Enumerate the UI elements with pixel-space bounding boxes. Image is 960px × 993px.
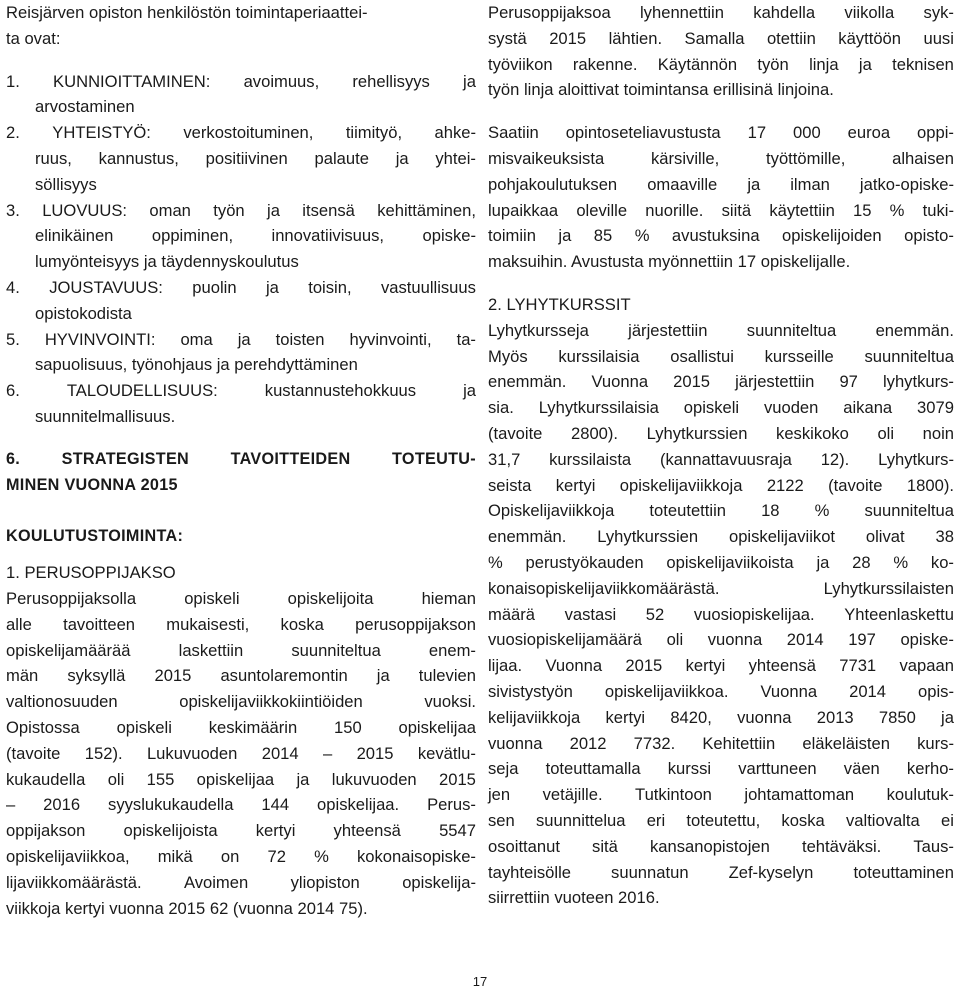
body-paragraph [6, 586, 476, 921]
list-item: 5. HYVINVOINTI: oma ja toisten hyvinvointi, ta- [6, 329, 476, 349]
values-list [6, 69, 476, 430]
text-line: systä 2015 lähtien. Samalla otettiin käyttöön uusi [488, 28, 954, 48]
text-line: toimiin ja 85 % avustuksina opiskelijoiden opisto- [488, 226, 954, 246]
text-line: enemmän. Vuonna 2015 järjestettiin 97 lyhytkurs- [488, 372, 954, 392]
text-line: enemmän. Lyhytkurssien opiskelijaviikot olivat 38 [488, 527, 954, 547]
list-item: 3. LUOVUUS: oman työn ja itsensä kehittäminen, [6, 200, 476, 220]
list-item-cont: lumyönteisyys ja täydennyskoulutus [35, 252, 299, 272]
list-item-cont: elinikäinen oppiminen, innovatiivisuus, opiske- [35, 226, 476, 246]
text-line: Myös kurssilaisia osallistui kursseille suunniteltua [488, 346, 954, 366]
list-item: 4. JOUSTAVUUS: puolin ja toisin, vastuullisuus [6, 277, 476, 297]
text-line: Opiskelijaviikkoja toteutettiin 18 % suunniteltua [488, 501, 954, 521]
section-heading: 6. STRATEGISTEN TAVOITTEIDEN TOTEUTU- [6, 449, 476, 468]
list-item-cont: söllisyys [35, 174, 97, 194]
right-column [488, 0, 954, 911]
list-item: 6. TALOUDELLISUUS: kustannustehokkuus ja [6, 381, 476, 401]
page-number: 17 [472, 974, 488, 989]
text-line: opiskelijaviikkoa, mikä on 72 % kokonaisopiske- [6, 846, 476, 866]
text-line: työn linja aloittivat toimintansa erillisinä linjoina. [488, 80, 834, 100]
text-line: viikkoja kertyi vuonna 2015 62 (vuonna 2014 75). [6, 898, 368, 918]
text-line: seista kertyi opiskelijaviikkoja 2122 (tavoite 1800). [488, 475, 954, 495]
text-line: – 2016 syyslukukaudella 144 opiskelijaa. Perus- [6, 795, 476, 815]
text-line: osoittanut sitä kansanopistojen tehtäväksi. Taus- [488, 836, 954, 856]
text-line: Saatiin opintoseteliavustusta 17 000 euroa oppi- [488, 123, 954, 143]
text-line: sivistystyön opiskelijaviikkoa. Vuonna 2014 opis- [488, 681, 954, 701]
text-line: 31,7 kurssilaista (kannattavuusraja 12). Lyhytkurs- [488, 449, 954, 469]
list-item-cont: arvostaminen [35, 97, 135, 117]
text-line: alle tavoitteen mukaisesti, koska perusoppijakson [6, 614, 476, 634]
section-title: 2. LYHYTKURSSIT [488, 294, 631, 314]
list-item-cont: suunnitelmallisuus. [35, 406, 176, 426]
section-title: 1. PERUSOPPIJAKSO [6, 563, 176, 583]
text-line: misvaikeuksista kärsiville, työttömille, alhaisen [488, 148, 954, 168]
text-line: valtionosuuden opiskelijaviikkokiintiöiden vuoksi. [6, 692, 476, 712]
text-line: kelijaviikkoja kertyi 8420, vuonna 2013 7850 ja [488, 707, 954, 727]
text-line: % perustyökauden opiskelijaviikoista ja 28 % ko- [488, 552, 954, 572]
text-line: sen suunnittelua eri toteutettu, koska valtiovalta ei [488, 810, 954, 830]
text-line: seja toteuttamalla kurssi varttuneen väen kerho- [488, 759, 954, 779]
list-item-cont: ruus, kannustus, positiivinen palaute ja yhtei- [35, 148, 476, 168]
list-item: 1. KUNNIOITTAMINEN: avoimuus, rehellisyys ja [6, 71, 476, 91]
text-line: män syksyllä 2015 asuntolaremontin ja tulevien [6, 666, 476, 686]
list-item-cont: sapuolisuus, työnohjaus ja perehdyttäminen [35, 355, 358, 375]
text-line: (tavoite 152). Lukuvuoden 2014 – 2015 kevätlu- [6, 743, 476, 763]
text-line: määrä vastasi 52 vuosiopiskelijaa. Yhteenlaskettu [488, 604, 954, 624]
text-line: Perusoppijaksoa lyhennettiin kahdella viikolla syk- [488, 3, 954, 22]
text-line: vuonna 2012 7732. Kehitettiin eläkeläisten kurs- [488, 733, 954, 753]
text-line: kukaudella oli 155 opiskelijaa ja lukuvuoden 2015 [6, 769, 476, 789]
text-line: Perusoppijaksolla opiskeli opiskelijoita hieman [6, 588, 476, 608]
text-line: lijaviikkomäärästä. Avoimen yliopiston opiskelija- [6, 872, 476, 892]
text-line: Opistossa opiskeli keskimäärin 150 opiskelijaa [6, 717, 476, 737]
text-line: siirrettiin vuoteen 2016. [488, 888, 660, 908]
body-paragraph [488, 318, 954, 911]
list-item-cont: opistokodista [35, 303, 132, 323]
text-line: jen vetäjille. Tutkintoon johtamattoman koulutuk- [488, 785, 954, 805]
left-column [6, 0, 476, 921]
text-line: sia. Lyhytkurssilaisia opiskeli vuoden aikana 3079 [488, 398, 954, 418]
text-line: (tavoite 2800). Lyhytkurssien keskikoko oli noin [488, 423, 954, 443]
text-line: lupaikkaa oleville nuorille. siitä käytettiin 15 % tuki- [488, 200, 954, 220]
text-line: Lyhytkursseja järjestettiin suunniteltua enemmän. [488, 320, 954, 340]
text-line: tayhteisölle suunnatun Zef-kyselyn toteuttaminen [488, 862, 954, 882]
body-paragraph [488, 120, 954, 275]
text-line: vuosiopiskelijamäärä oli vuonna 2014 197 opiske- [488, 630, 954, 650]
text-line: maksuihin. Avustusta myönnettiin 17 opiskelijalle. [488, 252, 851, 272]
text-line: pohjakoulutuksen omaaville ja ilman jatko-opiske- [488, 174, 954, 194]
text-line: työviikon rakenne. Käytännön työn linja ja teknisen [488, 54, 954, 74]
text-line: opiskelijamäärää laskettiin suunniteltua enem- [6, 640, 476, 660]
text-line: lijaa. Vuonna 2015 kertyi yhteensä 7731 vapaan [488, 656, 954, 676]
text-line: konaisopiskelijaviikkomäärästä. Lyhytkurssilaisten [488, 578, 954, 598]
section-heading: MINEN VUONNA 2015 [6, 475, 178, 494]
list-item: 2. YHTEISTYÖ: verkostoituminen, tiimityö, ahke- [6, 123, 476, 143]
intro-line: Reisjärven opiston henkilöstön toimintaperiaattei- [6, 3, 368, 22]
subheading: KOULUTUSTOIMINTA: [6, 527, 184, 546]
intro-line: ta ovat: [6, 28, 61, 48]
body-paragraph [488, 0, 954, 103]
text-line: oppijakson opiskelijoista kertyi yhteensä 5547 [6, 821, 476, 841]
